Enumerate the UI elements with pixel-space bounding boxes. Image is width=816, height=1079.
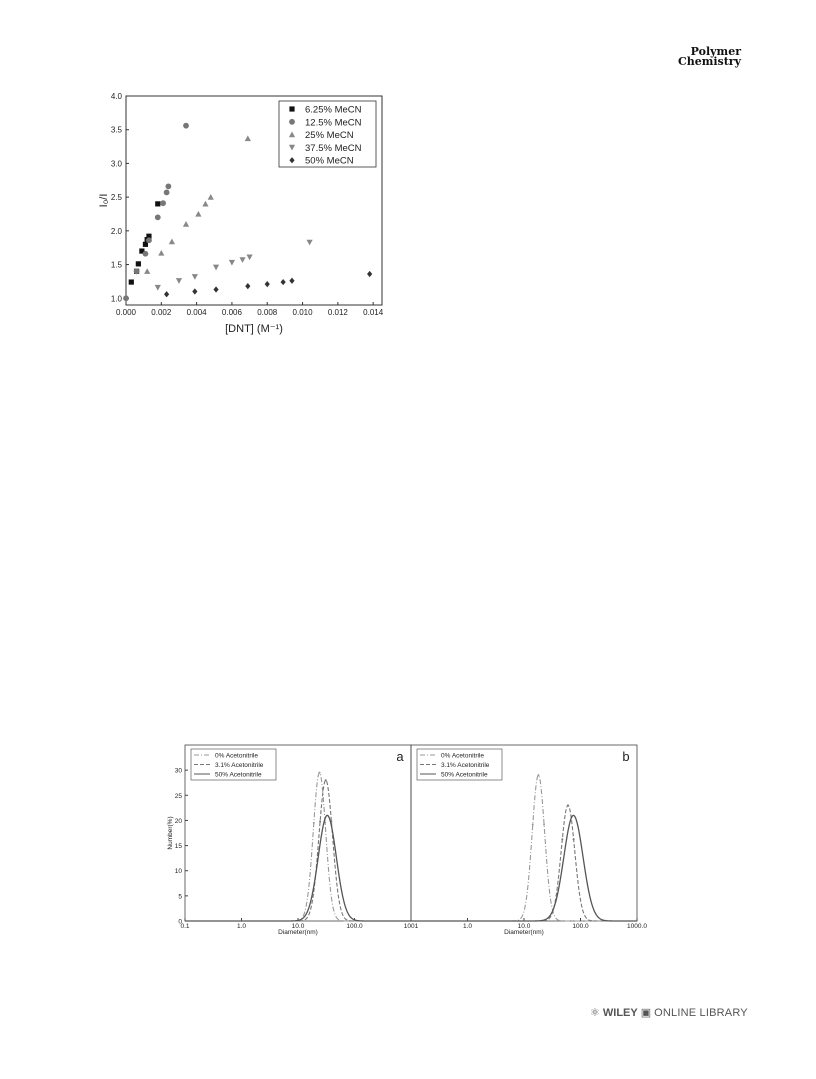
- legend-label: 25% MeCN: [305, 130, 354, 142]
- wiley-logo-icon: ⚛: [590, 1007, 600, 1019]
- y-tick-label: 1.0: [110, 294, 122, 304]
- y-tick-label: 30: [174, 767, 182, 775]
- footer-library: ONLINE LIBRARY: [654, 1006, 748, 1019]
- x-tick-label: 0.000: [115, 308, 137, 317]
- legend-label: 3.1% Acetonitrile: [441, 762, 490, 769]
- series-marker: [313, 822, 315, 824]
- y-tick-label: 2.5: [110, 193, 122, 203]
- x-tick-label: 10.0: [291, 923, 305, 930]
- x-tick-label: 10.0: [517, 923, 531, 930]
- x-tick-label: 1.0: [462, 923, 473, 930]
- x-tick-label: 0.012: [327, 308, 348, 317]
- data-point: [143, 251, 149, 257]
- x-tick-label: 0.1: [180, 923, 190, 930]
- data-point: [169, 239, 175, 245]
- legend-label: 50% Acetonitrile: [441, 771, 488, 779]
- data-point: [146, 237, 152, 243]
- data-point: [134, 268, 140, 274]
- series-marker: [567, 804, 569, 806]
- legend-label: 37.5% MeCN: [305, 142, 362, 154]
- series-line: [411, 805, 637, 921]
- data-point: [192, 274, 198, 280]
- series-line: [411, 775, 637, 921]
- data-point: [245, 135, 251, 141]
- data-point: [176, 278, 182, 284]
- y-tick-label: 2.0: [110, 226, 122, 236]
- x-axis-label: Diameter(nm): [504, 929, 544, 936]
- series-line: [411, 815, 637, 921]
- data-point: [367, 271, 372, 277]
- y-tick-label: 3.0: [110, 159, 122, 169]
- legend-marker: [289, 119, 295, 125]
- series-marker: [543, 824, 545, 826]
- journal-line-2: Chemistry: [677, 55, 741, 68]
- y-axis-label: Number(%): [167, 816, 174, 850]
- data-point: [213, 286, 218, 292]
- panel-label: b: [622, 749, 630, 764]
- x-axis-label: [DNT] (M⁻¹): [225, 323, 283, 335]
- x-tick-label: 0.008: [257, 308, 278, 317]
- data-point: [165, 183, 171, 189]
- data-point: [208, 194, 214, 200]
- legend-marker: [289, 106, 294, 111]
- data-point: [246, 255, 252, 261]
- y-tick-label: 3.5: [110, 125, 122, 135]
- x-tick-label: 0.010: [292, 308, 313, 317]
- y-tick-label: 25: [174, 792, 182, 800]
- legend-label: 12.5% MeCN: [305, 117, 362, 129]
- data-point: [136, 261, 141, 266]
- panel-label: a: [396, 749, 404, 764]
- series-line: [185, 773, 411, 921]
- y-tick-label: 10: [174, 868, 182, 876]
- data-point: [239, 257, 245, 263]
- series-marker: [532, 824, 534, 826]
- series-marker: [319, 821, 321, 823]
- x-tick-label: 100.0: [346, 923, 363, 930]
- library-book-icon: ▣: [640, 1007, 652, 1019]
- y-tick-label: 1.5: [110, 260, 122, 270]
- data-point: [265, 281, 270, 287]
- x-tick-label: 0.014: [363, 308, 384, 317]
- data-point: [307, 240, 313, 246]
- legend-label: 0% Acetonitrile: [441, 752, 484, 760]
- footer-brand: WILEY: [602, 1006, 638, 1019]
- y-tick-label: 0: [178, 918, 182, 926]
- data-point: [155, 201, 160, 206]
- x-tick-label: 1001: [403, 923, 419, 930]
- data-point: [289, 278, 294, 284]
- y-tick-label: 4.0: [110, 92, 122, 101]
- wiley-footer: [590, 1006, 748, 1019]
- series-line: [185, 780, 411, 921]
- y-tick-label: 5: [178, 893, 182, 901]
- series-marker: [325, 779, 327, 781]
- x-tick-label: 100.0: [572, 923, 589, 930]
- series-marker: [537, 774, 539, 776]
- data-point: [195, 211, 201, 217]
- legend-label: 50% MeCN: [305, 155, 354, 167]
- x-tick-label: 0.004: [186, 308, 207, 317]
- data-point: [164, 190, 170, 196]
- data-point: [245, 283, 250, 289]
- data-point: [160, 200, 166, 206]
- data-point: [183, 123, 189, 129]
- series-marker: [573, 838, 575, 840]
- data-point: [229, 260, 235, 266]
- series-marker: [318, 772, 320, 774]
- x-axis-label: Diameter(nm): [278, 929, 318, 936]
- y-tick-label: 20: [174, 817, 182, 825]
- legend-label: 50% Acetonitrile: [215, 771, 262, 779]
- x-tick-label: 0.002: [151, 308, 172, 317]
- legend-label: 6.25% MeCN: [305, 104, 362, 116]
- data-point: [155, 214, 161, 220]
- y-axis-label: I₀/I: [98, 193, 110, 208]
- x-tick-label: 1.0: [236, 923, 247, 930]
- data-point: [281, 279, 286, 285]
- data-point: [144, 268, 150, 274]
- data-point: [202, 201, 208, 207]
- data-point: [155, 285, 161, 291]
- series-line: [185, 815, 411, 921]
- data-point: [164, 291, 169, 297]
- x-tick-label: 1000.0: [627, 923, 647, 930]
- data-point: [192, 288, 197, 294]
- series-marker: [561, 838, 563, 840]
- legend-label: 0% Acetonitrile: [215, 752, 258, 760]
- x-tick-label: 0.006: [221, 308, 242, 317]
- journal-line-1: Polymer: [690, 45, 741, 58]
- data-point: [213, 265, 219, 271]
- data-point: [158, 250, 164, 256]
- y-tick-label: 15: [174, 843, 182, 851]
- legend-label: 3.1% Acetonitrile: [215, 762, 264, 769]
- data-point: [123, 295, 129, 301]
- data-point: [183, 221, 189, 227]
- data-point: [129, 279, 134, 284]
